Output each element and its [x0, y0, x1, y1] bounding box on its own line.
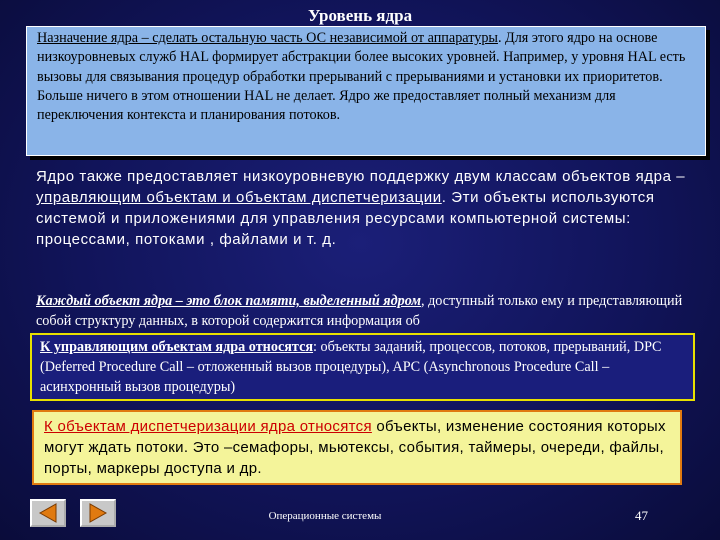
kernel-objects-classes: управляющим объектам и объектам диспетчеризации	[36, 189, 442, 206]
dispatcher-objects-lead: К объектам диспетчеризации ядра относятся	[44, 418, 372, 435]
kernel-object-definition	[36, 291, 714, 331]
kernel-purpose-text: . Для этого ядро на основе низкоуровневых служб HAL формирует абстракции более высоких уровней. Например, у уровня HAL есть вызовы для связывания процедур обработки прерываний с прерываниями и установки их приоритетов. Больше ничего в этом отношении HAL не делает. Ядро же предоставляет полный механизм для переключения контекста и планирования потоков.	[37, 30, 686, 124]
dispatcher-objects-text: объекты, изменение состояния которых могут ждать потоки. Это –семафоры, мьютексы, события, таймеры, очереди, файлы, порты, маркеры доступа и др.	[44, 418, 666, 477]
kernel-purpose-box	[26, 26, 706, 156]
kernel-purpose-lead: Назначение ядра – сделать остальную часть ОС независимой от аппаратуры	[37, 30, 498, 46]
dispatcher-objects-box	[32, 410, 682, 485]
footer-course-name: Операционные системы	[268, 510, 382, 522]
kernel-objects-paragraph	[36, 166, 706, 250]
control-objects-lead: К управляющим объектам ядра относятся	[40, 339, 314, 355]
kernel-object-definition-text: , доступный только ему и представляющий собой структуру данных, в которой содержится информация об	[36, 293, 683, 329]
page-number: 47	[635, 508, 648, 523]
kernel-object-definition-lead: Каждый объект ядра – это блок памяти, выделенный ядром	[36, 293, 421, 309]
control-objects-box	[30, 333, 695, 401]
slide-title: Уровень ядра	[307, 6, 413, 25]
kernel-objects-text-end: . Эти объекты используются системой и приложениями для управления ресурсами компьютерной системы: процессами, потоками , файлами и т. д.	[36, 189, 655, 248]
control-objects-text: : объекты заданий, процессов, потоков, прерываний, DPC (Deferred Procedure Call – отложенный вызов процедуры), APC (Asynchronous Procedure Call – асинхронный вызов процедуры)	[40, 339, 662, 395]
kernel-objects-text-start: Ядро также предоставляет низкоуровневую поддержку двум классам объектов ядра –	[36, 168, 686, 185]
